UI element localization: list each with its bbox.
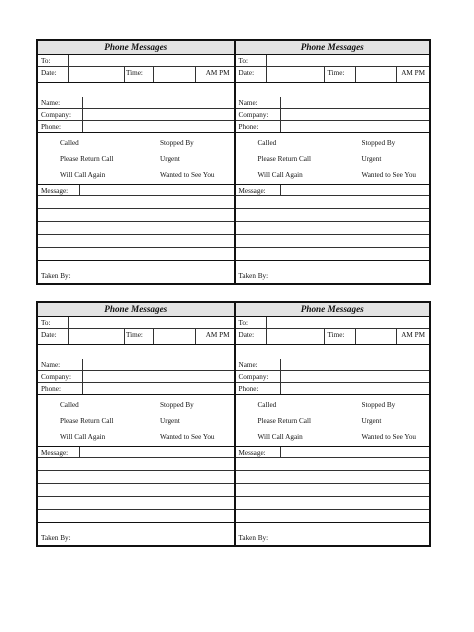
phone-message-slip (234, 41, 430, 283)
wanted-to-see-you-option[interactable]: Wanted to See You (361, 171, 417, 179)
phone-row[interactable] (38, 121, 234, 133)
message-label: Message: (238, 449, 266, 457)
phone-row[interactable] (236, 121, 430, 133)
urgent-option[interactable]: Urgent (361, 155, 382, 163)
message-line[interactable] (38, 483, 234, 484)
taken-by-label: Taken By: (238, 533, 269, 542)
phone-row[interactable] (236, 383, 430, 395)
phone-label: Phone: (41, 123, 61, 131)
phone-message-slip (38, 303, 234, 545)
message-row[interactable] (236, 184, 430, 196)
message-line[interactable] (38, 260, 234, 261)
taken-by-label: Taken By: (238, 271, 269, 280)
message-line[interactable] (236, 496, 430, 497)
message-line[interactable] (38, 509, 234, 510)
message-line[interactable] (236, 221, 430, 222)
wanted-to-see-you-option[interactable]: Wanted to See You (160, 433, 215, 441)
message-label: Message: (41, 449, 69, 457)
slip-title: Phone Messages (38, 303, 234, 317)
phone-message-slip (38, 41, 234, 283)
phone-label: Phone: (238, 385, 259, 393)
time-label: Time: (126, 331, 143, 339)
to-label: To: (238, 319, 248, 327)
called-option[interactable]: Called (257, 139, 277, 147)
message-line[interactable] (236, 247, 430, 248)
to-label: To: (238, 57, 248, 65)
stopped-by-option[interactable]: Stopped By (361, 401, 396, 409)
name-row[interactable] (38, 359, 234, 371)
ampm-label: AM PM (401, 331, 425, 339)
time-label: Time: (327, 69, 345, 77)
called-option[interactable]: Called (257, 401, 277, 409)
date-label: Date: (238, 69, 255, 77)
date-time-row[interactable] (236, 67, 430, 83)
message-line[interactable] (38, 208, 234, 209)
please-return-call-option[interactable]: Please Return Call (60, 155, 114, 163)
message-row[interactable] (38, 184, 234, 196)
date-time-row[interactable] (38, 67, 234, 83)
to-row[interactable] (38, 317, 234, 329)
company-row[interactable] (38, 371, 234, 383)
name-label: Name: (41, 361, 61, 369)
will-call-again-option[interactable]: Will Call Again (60, 433, 106, 441)
message-line[interactable] (38, 496, 234, 497)
time-label: Time: (126, 69, 143, 77)
will-call-again-option[interactable]: Will Call Again (60, 171, 106, 179)
company-row[interactable] (38, 109, 234, 121)
message-line[interactable] (38, 522, 234, 523)
message-line[interactable] (236, 260, 430, 261)
message-line[interactable] (236, 470, 430, 471)
message-line[interactable] (38, 234, 234, 235)
message-line[interactable] (38, 470, 234, 471)
ampm-label: AM PM (401, 69, 425, 77)
please-return-call-option[interactable]: Please Return Call (257, 155, 311, 163)
urgent-option[interactable]: Urgent (160, 155, 180, 163)
message-line[interactable] (236, 522, 430, 523)
stopped-by-option[interactable]: Stopped By (160, 139, 194, 147)
to-row[interactable] (38, 55, 234, 67)
name-row[interactable] (236, 359, 430, 371)
taken-by-label: Taken By: (41, 533, 71, 542)
message-line[interactable] (236, 509, 430, 510)
to-row[interactable] (236, 55, 430, 67)
name-label: Name: (41, 99, 61, 107)
ampm-label: AM PM (205, 69, 230, 77)
company-label: Company: (41, 111, 71, 119)
phone-message-slip (234, 303, 430, 545)
will-call-again-option[interactable]: Will Call Again (257, 171, 303, 179)
ampm-label: AM PM (205, 331, 230, 339)
message-label: Message: (41, 187, 69, 195)
to-row[interactable] (236, 317, 430, 329)
message-line[interactable] (38, 221, 234, 222)
date-label: Date: (41, 331, 57, 339)
company-label: Company: (41, 373, 71, 381)
company-row[interactable] (236, 109, 430, 121)
message-row[interactable] (236, 446, 430, 458)
phone-row[interactable] (38, 383, 234, 395)
company-label: Company: (238, 111, 269, 119)
urgent-option[interactable]: Urgent (160, 417, 180, 425)
please-return-call-option[interactable]: Please Return Call (257, 417, 311, 425)
phone-label: Phone: (41, 385, 61, 393)
date-label: Date: (41, 69, 57, 77)
slip-title: Phone Messages (236, 41, 430, 55)
message-line[interactable] (38, 247, 234, 248)
date-time-row[interactable] (236, 329, 430, 345)
to-label: To: (41, 319, 51, 327)
company-label: Company: (238, 373, 269, 381)
called-option[interactable]: Called (60, 139, 79, 147)
will-call-again-option[interactable]: Will Call Again (257, 433, 303, 441)
wanted-to-see-you-option[interactable]: Wanted to See You (160, 171, 215, 179)
message-label: Message: (238, 187, 266, 195)
wanted-to-see-you-option[interactable]: Wanted to See You (361, 433, 417, 441)
date-label: Date: (238, 331, 255, 339)
stopped-by-option[interactable]: Stopped By (160, 401, 194, 409)
please-return-call-option[interactable]: Please Return Call (60, 417, 114, 425)
stopped-by-option[interactable]: Stopped By (361, 139, 396, 147)
taken-by-label: Taken By: (41, 271, 71, 280)
date-time-row[interactable] (38, 329, 234, 345)
message-line[interactable] (236, 483, 430, 484)
slip-title: Phone Messages (38, 41, 234, 55)
phone-label: Phone: (238, 123, 259, 131)
to-label: To: (41, 57, 51, 65)
message-line[interactable] (236, 234, 430, 235)
slip-title: Phone Messages (236, 303, 430, 317)
name-row[interactable] (236, 97, 430, 109)
phone-message-sheet-bottom (36, 301, 431, 547)
company-row[interactable] (236, 371, 430, 383)
message-row[interactable] (38, 446, 234, 458)
time-label: Time: (327, 331, 345, 339)
phone-message-sheet-top (36, 39, 431, 285)
name-row[interactable] (38, 97, 234, 109)
message-line[interactable] (236, 208, 430, 209)
name-label: Name: (238, 99, 258, 107)
name-label: Name: (238, 361, 258, 369)
called-option[interactable]: Called (60, 401, 79, 409)
urgent-option[interactable]: Urgent (361, 417, 382, 425)
